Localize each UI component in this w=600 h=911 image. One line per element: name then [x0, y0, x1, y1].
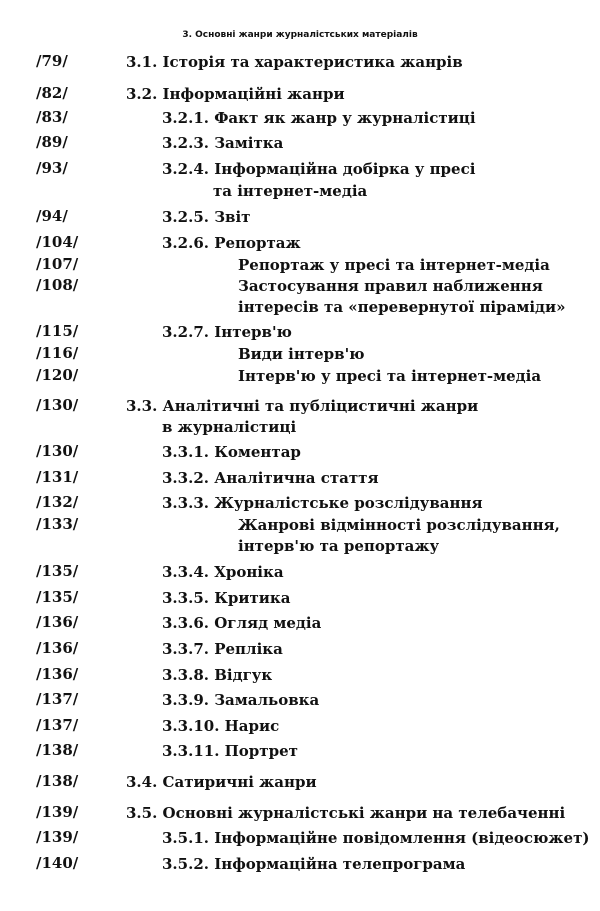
toc-row — [0, 613, 600, 637]
page-number: /137/ — [36, 716, 79, 734]
toc-row — [0, 207, 600, 231]
toc-entry: 3.2.7. Інтерв'ю — [162, 323, 292, 341]
page-number: /83/ — [36, 108, 68, 126]
toc-entry: 3.3.3. Журналістське розслідування — [162, 494, 483, 512]
toc-row — [0, 52, 600, 76]
page-number: /136/ — [36, 665, 79, 683]
toc-row-continuation — [0, 536, 600, 560]
toc-row — [0, 133, 600, 157]
toc-entry: 3.3.10. Нарис — [162, 717, 280, 735]
toc-row — [0, 828, 600, 852]
toc-row — [0, 690, 600, 714]
toc-entry: 3.4. Сатиричні жанри — [126, 773, 317, 791]
toc-row — [0, 493, 600, 517]
toc-entry-continuation: в журналістиці — [162, 418, 297, 436]
toc-row — [0, 803, 600, 827]
toc-entry: Жанрові відмінності розслідування, — [238, 516, 560, 534]
page-number: /140/ — [36, 854, 79, 872]
toc-entry: 3.2.6. Репортаж — [162, 234, 301, 252]
page-number: /130/ — [36, 396, 79, 414]
toc-row-continuation — [0, 417, 600, 441]
page-number: /137/ — [36, 690, 79, 708]
toc-entry: 3.3.8. Відгук — [162, 666, 273, 684]
page-number: /130/ — [36, 442, 79, 460]
toc-row — [0, 233, 600, 257]
toc-row — [0, 468, 600, 492]
toc-row — [0, 344, 600, 368]
toc-entry: 3.3.7. Репліка — [162, 640, 283, 658]
toc-entry: 3.3.1. Коментар — [162, 443, 301, 461]
toc-row — [0, 854, 600, 878]
toc-entry: 3.5.1. Інформаційне повідомлення (відеосюжет) — [162, 829, 590, 847]
toc-row — [0, 108, 600, 132]
page-number: /133/ — [36, 515, 79, 533]
page-number: /82/ — [36, 84, 68, 102]
toc-row — [0, 562, 600, 586]
page-number: /104/ — [36, 233, 79, 251]
page-number: /139/ — [36, 803, 79, 821]
toc-entry: 3.3.9. Замальовка — [162, 691, 320, 709]
toc-row — [0, 588, 600, 612]
toc-entry: Інтерв'ю у пресі та інтернет-медіа — [238, 367, 542, 385]
toc-entry: 3.2. Інформаційні жанри — [126, 85, 345, 103]
page-number: /107/ — [36, 255, 79, 273]
toc-row — [0, 741, 600, 765]
toc-entry: 3.3.11. Портрет — [162, 742, 298, 760]
page-number: /94/ — [36, 207, 68, 225]
page-number: /135/ — [36, 562, 79, 580]
section-heading: 3. Основні жанри журналістських матеріалів — [182, 30, 418, 40]
toc-row — [0, 322, 600, 346]
page-number: /108/ — [36, 276, 79, 294]
toc-entry: 3.5.2. Інформаційна телепрограма — [162, 855, 466, 873]
page-number: /93/ — [36, 159, 68, 177]
toc-entry: 3.2.4. Інформаційна добірка у пресі — [162, 160, 476, 178]
toc-row — [0, 639, 600, 663]
toc-entry: 3.2.1. Факт як жанр у журналістиці — [162, 109, 476, 127]
page-number: /136/ — [36, 613, 79, 631]
page-number: /138/ — [36, 772, 79, 790]
page-number: /120/ — [36, 366, 79, 384]
page-number: /139/ — [36, 828, 79, 846]
toc-row — [0, 84, 600, 108]
toc-entry: 3.2.3. Замітка — [162, 134, 284, 152]
toc-entry: 3.3.2. Аналітична стаття — [162, 469, 379, 487]
toc-row-continuation — [0, 181, 600, 205]
page-number: /135/ — [36, 588, 79, 606]
toc-entry: 3.3.4. Хроніка — [162, 563, 284, 581]
page-number: /116/ — [36, 344, 79, 362]
toc-entry: 3.1. Історія та характеристика жанрів — [126, 53, 463, 71]
toc-entry: 3.2.5. Звіт — [162, 208, 251, 226]
page-number: /115/ — [36, 322, 79, 340]
toc-entry: Репортаж у пресі та інтернет-медіа — [238, 256, 550, 274]
toc-entry: 3.3.5. Критика — [162, 589, 291, 607]
toc-entry: 3.3. Аналітичні та публіцистичні жанри — [126, 397, 479, 415]
toc-entry: Види інтерв'ю — [238, 345, 365, 363]
toc-row — [0, 442, 600, 466]
page-number: /138/ — [36, 741, 79, 759]
toc-row-continuation — [0, 297, 600, 321]
toc-entry-continuation: інтерв'ю та репортажу — [238, 537, 440, 555]
page-number: /131/ — [36, 468, 79, 486]
toc-row — [0, 159, 600, 183]
page-number: /89/ — [36, 133, 68, 151]
toc-row — [0, 665, 600, 689]
toc-entry: 3.5. Основні журналістські жанри на телебаченні — [126, 804, 566, 822]
toc-entry: 3.3.6. Огляд медіа — [162, 614, 322, 632]
toc-entry-continuation: інтересів та «перевернутої піраміди» — [238, 298, 566, 316]
toc-row — [0, 716, 600, 740]
toc-row — [0, 772, 600, 796]
page-number: /136/ — [36, 639, 79, 657]
toc-entry-continuation: та інтернет-медіа — [213, 182, 368, 200]
toc-row — [0, 366, 600, 390]
toc-entry: Застосування правил наближення — [238, 277, 543, 295]
page-number: /132/ — [36, 493, 79, 511]
page-number: /79/ — [36, 52, 68, 70]
